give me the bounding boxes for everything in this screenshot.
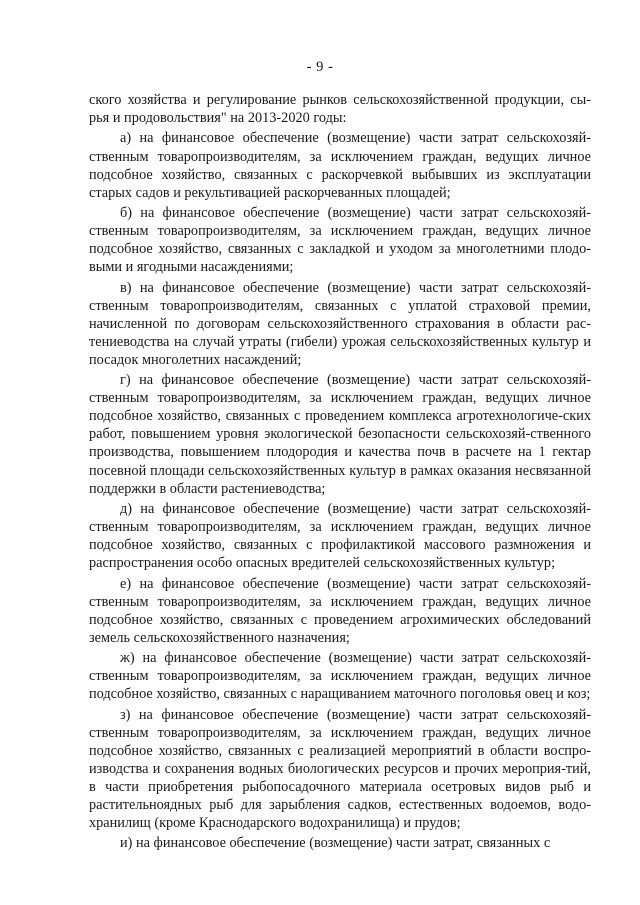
paragraph-g: г) на финансовое обеспечение (возмещение) части затрат сельскохозяй-ственным товаропроизводителям, за исключением граждан, ведущих личное подсобное хозяйство, связанных с проведением комплекса агротехнологиче-ских работ, повышением уровня экологической безопасности сельскохозяй-ственного производства, повышением плодородия и качества почв в расчете на 1 гектар посевной площади сельскохозяйственных культур в рамках оказания несвязанной поддержки в области растениеводства; [89, 372, 591, 497]
paragraph-zh: ж) на финансовое обеспечение (возмещение) части затрат сельскохозяй-ственным товаропроизводителям, за исключением граждан, ведущих личное подсобное хозяйство, связанных с наращиванием маточного поголовья овец и коз; [89, 650, 591, 703]
paragraph-b: б) на финансовое обеспечение (возмещение) части затрат сельскохозяй-ственным товаропроизводителям, за исключением граждан, ведущих личное подсобное хозяйство, связанных с закладкой и уходом за многолетними плодо-выми и ягодными насаждениями; [89, 205, 591, 276]
paragraph-z: з) на финансовое обеспечение (возмещение) части затрат сельскохозяй-ственным товаропроизводителям, за исключением граждан, ведущих личное подсобное хозяйство, связанных с реализацией мероприятий в области воспро-изводства и сохранения водных биологических ресурсов и прочих мероприя-тий, в части приобретения рыбопосадочного материала осетровых видов рыб и растительноядных рыб для зарыбления садков, естественных водоемов, водо-хранилищ (кроме Краснодарского водохранилища) и прудов; [89, 706, 591, 831]
paragraph-v: в) на финансовое обеспечение (возмещение) части затрат сельскохозяй-ственным товаропроизводителям, связанных с уплатой страховой премии, начисленной по договорам сельскохозяйственного страхования в области рас-тениеводства на случай утраты (гибели) урожая сельскохозяйственных культур и посадок многолетних насаждений; [89, 279, 591, 368]
paragraph-d: д) на финансовое обеспечение (возмещение) части затрат сельскохозяй-ственным товаропроизводителям, за исключением граждан, ведущих личное подсобное хозяйство, связанных с профилактикой массового размножения и распространения особо опасных вредителей сельскохозяйственных культур; [89, 500, 591, 572]
paragraph-intro: ского хозяйства и регулирование рынков сельскохозяйственной продукции, сы-рья и продовольствия" на 2013-2020 годы: [89, 92, 591, 127]
paragraph-i: и) на финансовое обеспечение (возмещение) части затрат, связанных с [120, 835, 551, 852]
page-number: - 9 - [306, 59, 334, 75]
document-body [89, 91, 591, 852]
paragraph-e: е) на финансовое обеспечение (возмещение) части затрат сельскохозяй-ственным товаропроизводителям, за исключением граждан, ведущих личное подсобное хозяйство, связанных с проведением агрохимических обследований земель сельскохозяйственного назначения; [89, 575, 591, 646]
paragraph-a: а) на финансовое обеспечение (возмещение) части затрат сельскохозяй-ственным товаропроизводителям, за исключением граждан, ведущих личное подсобное хозяйство, связанных с раскорчевкой выбывших из эксплуатации старых садов и рекультивацией раскорчеванных площадей; [89, 130, 591, 201]
